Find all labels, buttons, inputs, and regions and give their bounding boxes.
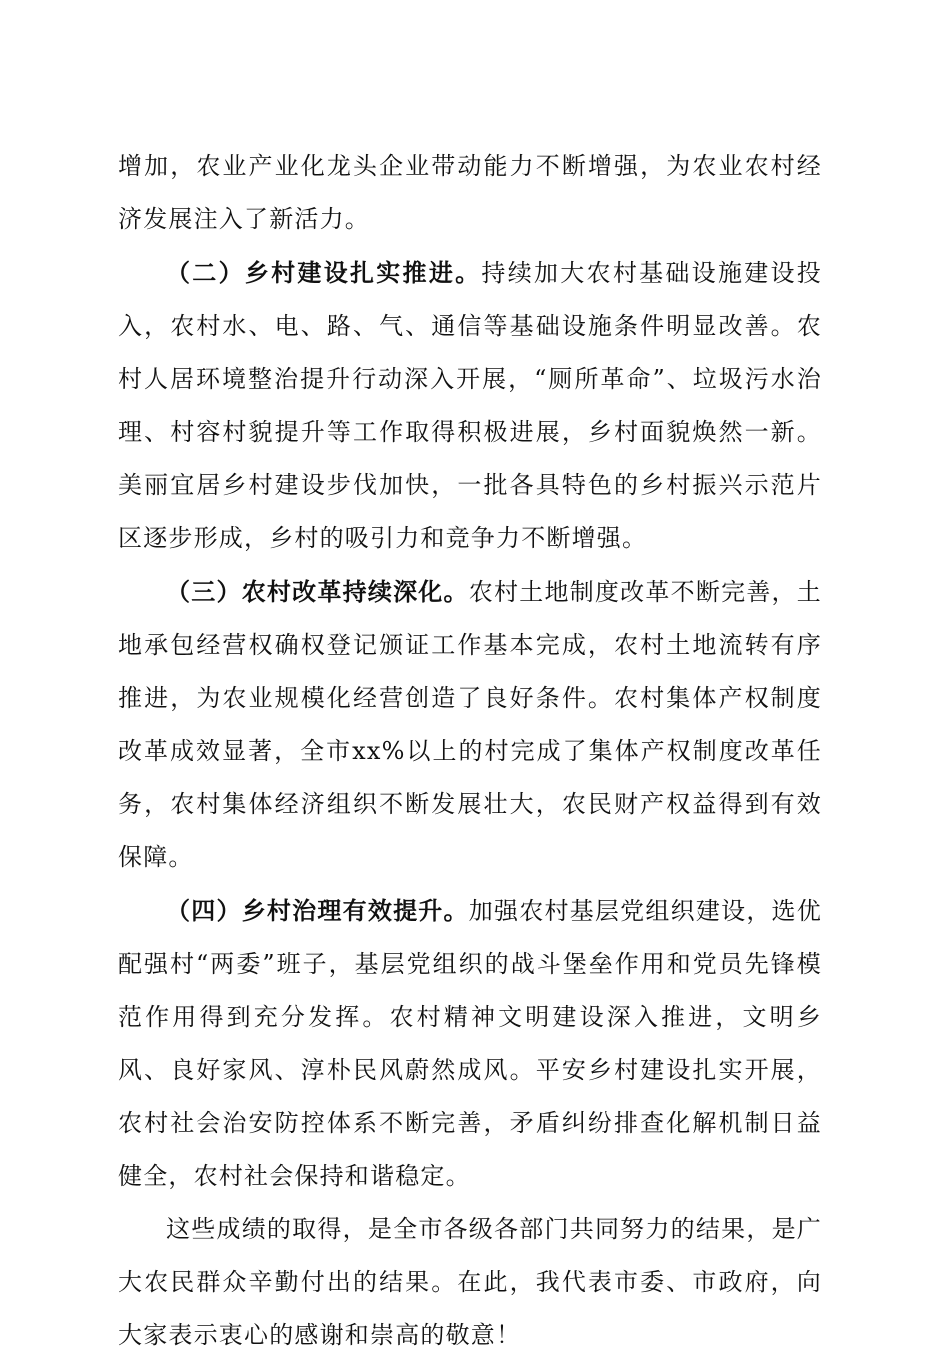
paragraph-acknowledgement xyxy=(118,1203,822,1362)
paragraph-rural-reform xyxy=(118,565,822,884)
section-heading: （二）乡村建设扎实推进。 xyxy=(166,258,482,287)
paragraph-text: 农村土地制度改革不断完善，土地承包经营权确权登记颁证工作基本完成，农村土地流转有序推进，为农业规模化经营创造了良好条件。农村集体产权制度改革成效显著，全市xx%以上的村完成了集体产权制度改革任务，农村集体经济组织不断发展壮大，农民财产权益得到有效保障。 xyxy=(118,578,822,871)
paragraph-rural-construction xyxy=(118,246,822,565)
section-heading: （四）乡村治理有效提升。 xyxy=(166,896,469,925)
paragraph-text: 加强农村基层党组织建设，选优配强村“两委”班子，基层党组织的战斗堡垒作用和党员先锋模范作用得到充分发挥。农村精神文明建设深入推进，文明乡风、良好家风、淳朴民风蔚然成风。平安乡村建设扎实开展，农村社会治安防控体系不断完善，矛盾纠纷排查化解机制日益健全，农村社会保持和谐稳定。 xyxy=(118,897,822,1190)
paragraph-text: 增加，农业产业化龙头企业带动能力不断增强，为农业农村经济发展注入了新活力。 xyxy=(118,152,822,233)
paragraph-text: 这些成绩的取得，是全市各级各部门共同努力的结果，是广大农民群众辛勤付出的结果。在此，我代表市委、市政府，向大家表示衷心的感谢和崇高的敬意！ xyxy=(118,1215,822,1349)
paragraph-continued xyxy=(118,140,822,246)
paragraph-text: 持续加大农村基础设施建设投入，农村水、电、路、气、通信等基础设施条件明显改善。农村人居环境整治提升行动深入开展，“厕所革命”、垃圾污水治理、村容村貌提升等工作取得积极进展，乡村面貌焕然一新。美丽宜居乡村建设步伐加快，一批各具特色的乡村振兴示范片区逐步形成，乡村的吸引力和竞争力不断增强。 xyxy=(118,259,822,552)
section-heading: （三）农村改革持续深化。 xyxy=(166,577,469,606)
paragraph-rural-governance xyxy=(118,884,822,1203)
